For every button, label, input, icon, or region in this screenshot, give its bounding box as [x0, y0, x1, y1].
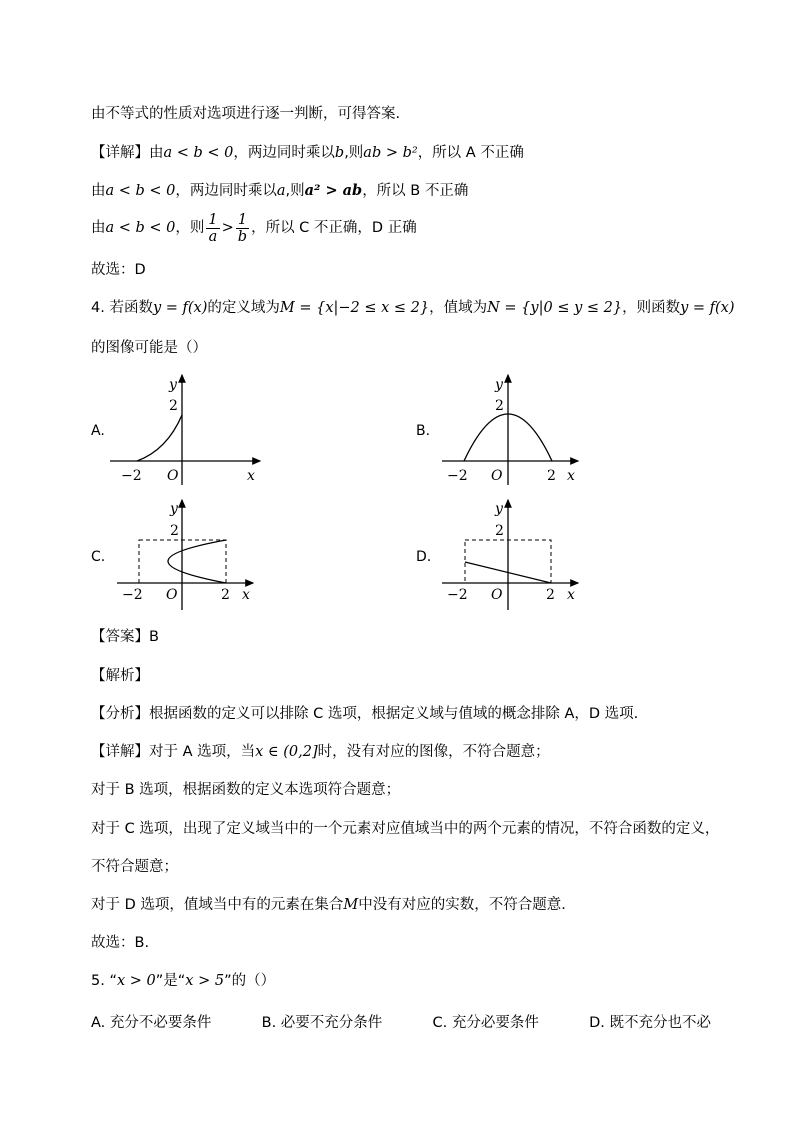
math-expr: ab > b²: [363, 145, 418, 161]
text-span: ”的（）: [224, 973, 276, 989]
text-line-2: [91, 143, 524, 163]
choice-b: B. 必要不充分条件: [261, 1015, 383, 1031]
math-expr: x ∈ (0,2]: [255, 744, 318, 760]
origin-label: O: [166, 587, 178, 603]
detail-option-b: 对于 B 选项，根据函数的定义本选项符合题意；: [91, 782, 401, 798]
tick-neg2: −2: [121, 468, 142, 484]
origin-label: O: [167, 468, 179, 484]
y-label: y: [495, 377, 503, 393]
text-line-4: [91, 211, 417, 245]
graph-d: [440, 495, 590, 615]
text-line-1: 由不等式的性质对选项进行逐一判断，可得答案.: [91, 106, 401, 122]
choice-d: D. 既不充分也不必: [589, 1015, 711, 1031]
tick-neg2: −2: [447, 587, 468, 603]
y-label: y: [169, 377, 177, 393]
tick-2-x: 2: [221, 587, 230, 603]
sideways-parabola-c: [168, 540, 226, 583]
text-line-5: 故选：D: [91, 262, 146, 278]
question-5-choices: [91, 1011, 711, 1032]
math-expr: a < b < 0: [105, 183, 176, 199]
tick-2-y: 2: [495, 398, 504, 414]
math-expr: a < b < 0: [105, 220, 176, 236]
text-span: ，则: [175, 220, 205, 236]
math-expr: y = f(x): [680, 300, 735, 316]
math-expr: M = {x|−2 ≤ x ≤ 2}: [279, 300, 430, 316]
question-4-stem-line2: 的图像可能是（）: [91, 340, 207, 356]
text-span: ”是“: [155, 973, 186, 989]
curve-a: [137, 415, 182, 461]
detail-tag: 【详解】: [91, 145, 149, 161]
graph-a: [105, 370, 275, 490]
choice-c: C. 充分必要条件: [432, 1015, 539, 1031]
math-expr: b: [334, 145, 345, 161]
text-span: 由: [91, 220, 106, 236]
analysis-header: 【解析】: [91, 668, 149, 684]
text-span: ，所以 A 不正确: [417, 145, 524, 161]
math-expr: >: [221, 220, 234, 236]
detail-option-d: [91, 895, 566, 915]
text-span: 5. “: [91, 973, 117, 989]
text-span: ，所以 B 不正确: [362, 183, 469, 199]
tick-2-y: 2: [495, 523, 504, 539]
answer-line: 【答案】B: [91, 629, 159, 645]
math-expr: M: [343, 897, 359, 913]
text-span: ，值域为: [429, 300, 488, 316]
detail-option-a: [91, 742, 550, 762]
text-span: 对于 D 选项，值域当中有的元素在集合: [91, 897, 344, 913]
denominator: b: [237, 228, 248, 245]
x-label: x: [247, 468, 255, 484]
origin-label: O: [491, 468, 503, 484]
detail-option-c-2: 不符合题意；: [91, 859, 178, 875]
text-span: 由: [91, 183, 106, 199]
final-choice: 故选：B.: [91, 935, 150, 951]
tick-neg2: −2: [447, 468, 468, 484]
origin-label: O: [491, 587, 503, 603]
fraction-1-over-a: [206, 212, 219, 245]
y-label: y: [170, 501, 178, 517]
text-span: ，则函数: [622, 300, 681, 316]
text-span: ,则: [285, 183, 305, 199]
y-label: y: [495, 501, 503, 517]
fraction-1-over-b: [236, 212, 249, 245]
text-line-3: [91, 181, 468, 201]
math-expr: a² > ab: [304, 182, 363, 199]
math-expr: a: [276, 183, 286, 199]
question-5-stem: [91, 971, 275, 991]
tick-2-y: 2: [170, 523, 179, 539]
denominator: a: [208, 228, 218, 245]
math-expr: x > 0: [116, 973, 156, 989]
numerator: 1: [236, 212, 249, 229]
math-expr: x > 5: [185, 973, 225, 989]
text-span: ，两边同时乘以: [175, 183, 277, 199]
option-d-label: D.: [416, 549, 432, 565]
tick-2-x: 2: [546, 587, 555, 603]
numerator: 1: [208, 211, 218, 228]
math-expr: N = {y|0 ≤ y ≤ 2}: [487, 300, 623, 316]
detail-option-c-1: 对于 C 选项，出现了定义域当中的一个元素对应值域当中的两个元素的情况，不符合函数的定义，: [91, 821, 720, 837]
analysis-summary: 【分析】根据函数的定义可以排除 C 选项，根据定义域与值域的概念排除 A，D 选项.: [91, 706, 639, 722]
x-label: x: [567, 468, 575, 484]
text-span: 中没有对应的实数，不符合题意.: [358, 897, 566, 913]
text-span: 【详解】对于 A 选项，当: [91, 744, 256, 760]
tick-2-y: 2: [169, 398, 178, 414]
option-c-label: C.: [91, 549, 106, 565]
text-span: 的定义域为: [207, 300, 280, 316]
text-span: 由: [149, 145, 164, 161]
graph-b: [440, 370, 590, 490]
tick-2-x: 2: [547, 468, 556, 484]
text-span: 4. 若函数: [91, 300, 153, 316]
choice-a: A. 充分不必要条件: [91, 1015, 212, 1031]
math-expr: a < b < 0: [163, 145, 234, 161]
text-span: ，两边同时乘以: [233, 145, 335, 161]
option-b-label: B.: [416, 423, 431, 439]
question-4-stem: [91, 298, 735, 318]
x-label: x: [242, 587, 250, 603]
text-span: 时，没有对应的图像，不符合题意；: [317, 744, 550, 760]
graph-c: [115, 495, 265, 615]
text-span: ,则: [344, 145, 364, 161]
tick-neg2: −2: [122, 587, 143, 603]
text-span: ，所以 C 不正确，D 正确: [251, 220, 417, 236]
x-label: x: [567, 587, 575, 603]
math-expr: y = f(x): [152, 300, 208, 316]
option-a-label: A.: [91, 423, 105, 439]
